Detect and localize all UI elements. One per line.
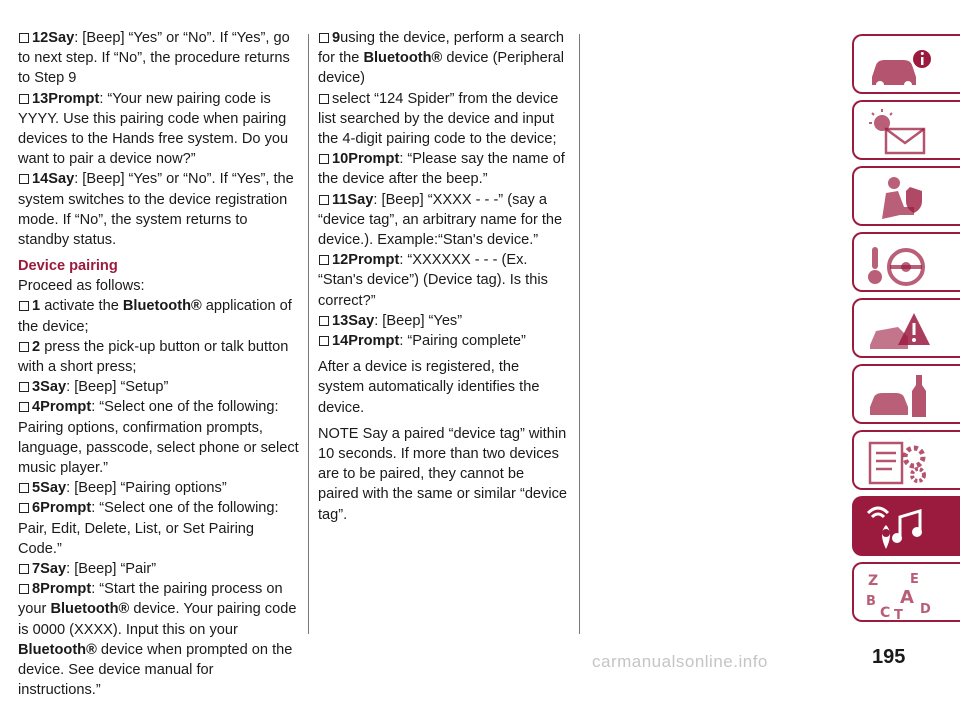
svg-text:C: C [880, 605, 891, 619]
checkbox-icon [19, 503, 29, 513]
checkbox-icon [19, 584, 29, 594]
list-item: 2 press the pick-up button or talk button with a short press; [18, 338, 289, 376]
checkbox-icon [319, 316, 329, 326]
svg-text:Z: Z [868, 573, 879, 589]
list-item: 13Prompt: “Your new pairing code is YYYY. Use this pairing code when pairing devices to the Hands free system. Do you want to pair a device now?” [18, 90, 289, 168]
svg-text:T: T [894, 608, 903, 619]
watermark: carmanualsonline.info [592, 652, 768, 671]
paragraph: After a device is registered, the system automatically identifies the device. [318, 359, 540, 416]
car-tools-icon [864, 371, 934, 421]
list-item: 3Say: [Beep] “Setup” [18, 377, 300, 397]
list-item: 14Say: [Beep] “Yes” or “No”. If “Yes”, the system switches to the device registration mode. If “No”, the system returns to standby status. [18, 171, 294, 249]
checkbox-icon [19, 174, 29, 184]
multimedia-icon [864, 503, 934, 553]
tab-emergency[interactable] [852, 298, 960, 358]
checkbox-icon [319, 154, 329, 164]
tab-warning-lights[interactable] [852, 100, 960, 160]
checkbox-icon [19, 382, 29, 392]
tab-car-info[interactable] [852, 34, 960, 94]
checkbox-icon [19, 94, 29, 104]
checkbox-icon [319, 336, 329, 346]
svg-text:A: A [900, 587, 914, 608]
specs-gear-icon [864, 437, 934, 487]
checkbox-icon [19, 33, 29, 43]
middle-column [318, 28, 568, 525]
alphabet-index-icon [864, 569, 934, 619]
svg-text:B: B [866, 594, 876, 609]
checkbox-icon [19, 402, 29, 412]
intro-text: Proceed as follows: [18, 278, 145, 295]
tab-servicing[interactable] [852, 364, 960, 424]
list-item: 5Say: [Beep] “Pairing options” [18, 478, 300, 498]
checkbox-icon [319, 255, 329, 265]
list-item: 9using the device, perform a search for the Bluetooth® device (Peripheral device) [318, 30, 565, 87]
list-item: 1 activate the Bluetooth® application of the device; [18, 298, 292, 335]
list-item: 7Say: [Beep] “Pair” [18, 559, 300, 579]
car-info-icon [864, 41, 934, 91]
svg-text:E: E [910, 572, 919, 587]
tab-index[interactable] [852, 562, 960, 622]
list-item: 13Say: [Beep] “Yes” [318, 311, 568, 331]
section-heading: Device pairing [18, 258, 118, 275]
list-item: 6Prompt: “Select one of the following: Pair, Edit, Delete, List, or Set Pairing Code.” [18, 500, 279, 557]
checkbox-icon [319, 33, 329, 43]
page-number: 195 [872, 646, 906, 668]
tab-technical-specs[interactable] [852, 430, 960, 490]
tab-safety[interactable] [852, 166, 960, 226]
checkbox-icon [319, 195, 329, 205]
column-divider [579, 34, 580, 634]
list-item: 12Prompt: “XXXXXX - - - (Ex. “Stan's device”) (Device tag). Is this correct?” [318, 252, 548, 309]
warning-lights-icon [864, 107, 934, 157]
column-divider [308, 34, 309, 634]
list-item: 12Say: [Beep] “Yes” or “No”. If “Yes”, go to next step. If “No”, the procedure returns to Step 9 [18, 30, 290, 87]
list-item: 10Prompt: “Please say the name of the device after the beep.” [318, 151, 565, 188]
emergency-car-icon [864, 305, 934, 355]
list-item: 14Prompt: “Pairing complete” [318, 331, 568, 351]
safety-seat-icon [864, 173, 934, 223]
list-item: 4Prompt: “Select one of the following: Pairing options, confirmation prompts, language, passcode, select phone or select music player.” [18, 399, 299, 477]
checkbox-icon [19, 483, 29, 493]
chapter-tabs [852, 34, 960, 628]
list-item: 8Prompt: “Start the pairing process on your Bluetooth® device. Your pairing code is 0000 (XXXX). Input this on your Bluetooth® device when prompted on the device. See device manual for instructions.” [18, 581, 297, 699]
checkbox-icon [319, 94, 329, 104]
svg-text:D: D [920, 602, 931, 617]
tab-starting-driving[interactable] [852, 232, 960, 292]
checkbox-icon [19, 342, 29, 352]
checkbox-icon [19, 301, 29, 311]
tab-multimedia[interactable] [852, 496, 960, 556]
left-column [18, 28, 300, 701]
list-item: 11Say: [Beep] “XXXX - - -” (say a “device tag”, an arbitrary name for the device.). Example:“Stan's device.” [318, 191, 563, 249]
note-paragraph: NOTE Say a paired “device tag” within 10 seconds. If more than two devices are to be paired, they cannot be paired with the same or similar “device tag”. [318, 425, 567, 523]
checkbox-icon [19, 564, 29, 574]
steering-key-icon [864, 239, 934, 289]
list-item: select “124 Spider” from the device list searched by the device and input the 4-digit pairing code to the device; [318, 90, 559, 148]
